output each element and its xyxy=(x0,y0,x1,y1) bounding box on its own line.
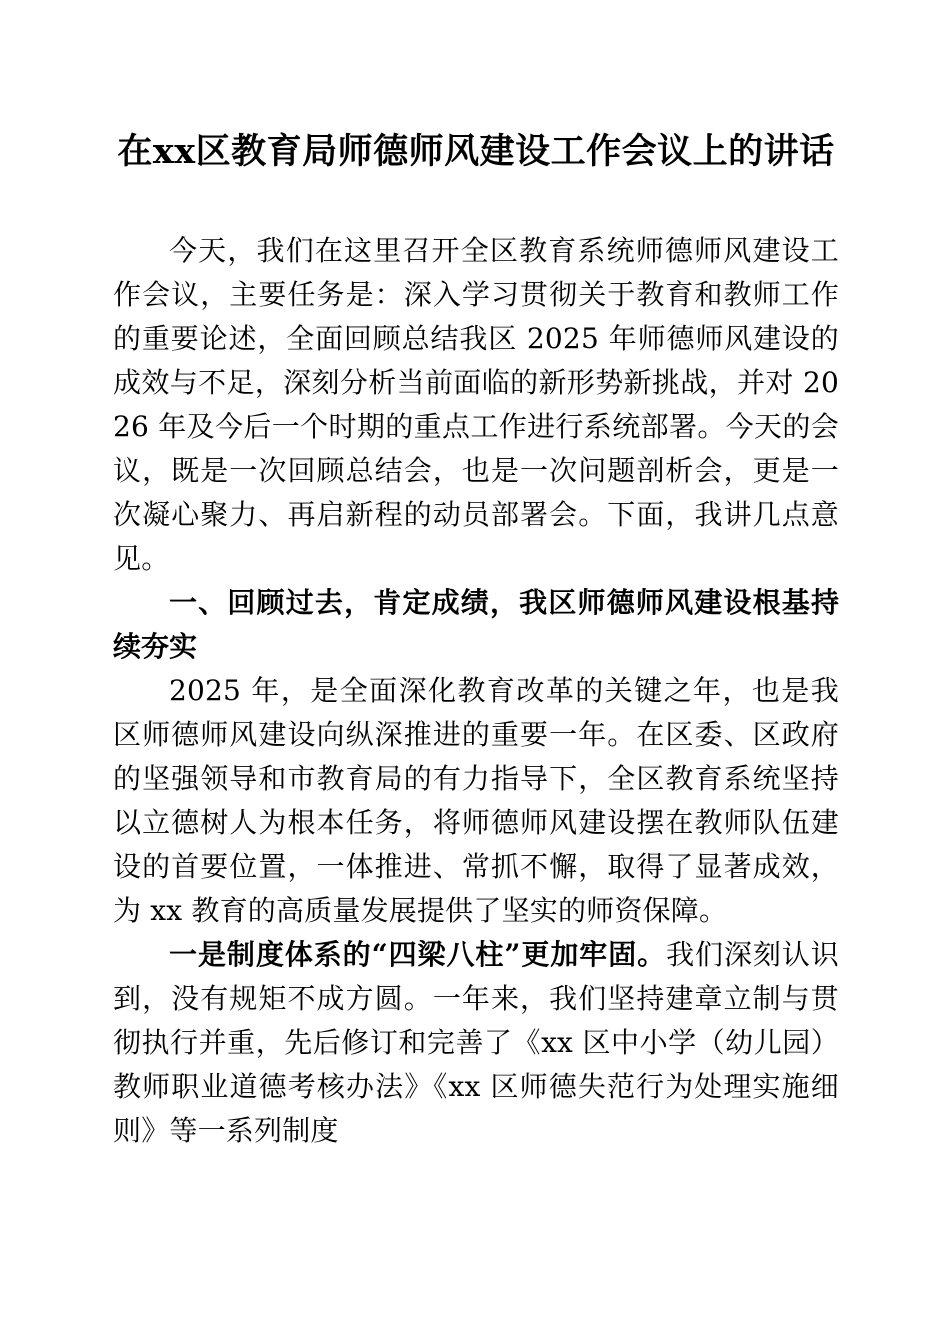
page-title: 在xx区教育局师德师风建设工作会议上的讲话 xyxy=(117,131,835,172)
section-one-paragraph-1: 2025 年，是全面深化教育改革的关键之年，也是我区师德师风建设向纵深推进的重要一年。在区委、区政府的坚强领导和市教育局的有力指导下，全区教育系统坚持以立德树人为根本任务，将师德师风建设摆在教师队伍建设的首要位置，一体推进、常抓不懈，取得了显著成效，为 xx 教育的高质量发展提供了坚实的师资保障。 xyxy=(113,674,839,927)
section-one-heading: 一、回顾过去，肯定成绩，我区师德师风建设根基持续夯实 xyxy=(113,586,839,663)
intro-paragraph: 今天，我们在这里召开全区教育系统师德师风建设工作会议，主要任务是：深入学习贯彻关于教育和教师工作的重要论述，全面回顾总结我区 2025 年师德师风建设的成效与不足，深刻分析当前面临的新形势新挑战，并对 2026 年及今后一个时期的重点工作进行系统部署。今天的会议，既是一次回顾总结会，也是一次问题剖析会，更是一次凝心聚力、再启新程的动员部署会。下面，我讲几点意见。 xyxy=(113,234,839,575)
document-body xyxy=(113,0,839,1153)
point-one-text: 我们深刻认识到，没有规矩不成方圆。一年来，我们坚持建章立制与贯彻执行并重，先后修订和完善了《xx 区中小学（幼儿园）教师职业道德考核办法》《xx 区师德失范行为处理实施细则》等一系列制度 xyxy=(113,938,839,1147)
point-one-lead: 一是制度体系的“四梁八柱”更加牢固。 xyxy=(169,938,667,971)
section-one-paragraph-2 xyxy=(113,933,839,1153)
